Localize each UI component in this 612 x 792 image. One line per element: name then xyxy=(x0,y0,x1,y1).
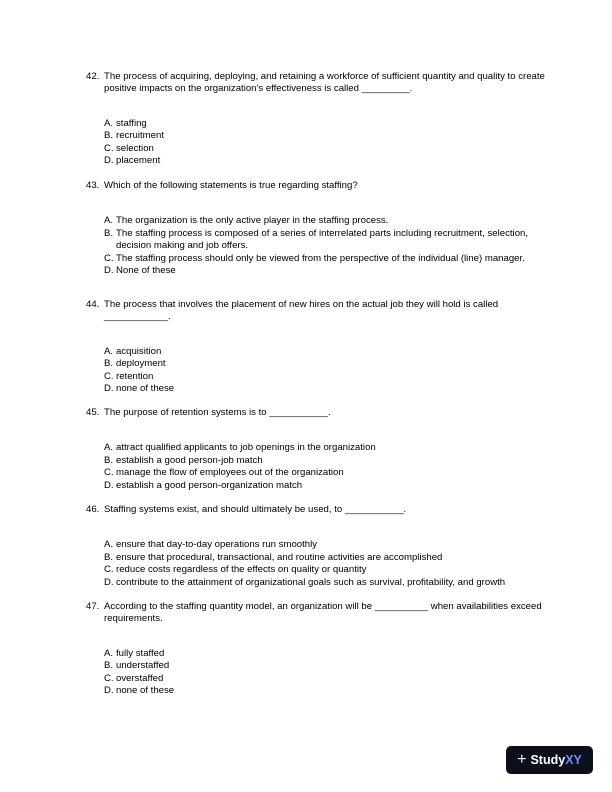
option-text: understaffed xyxy=(116,660,170,672)
option xyxy=(104,577,546,589)
question-number: 42. xyxy=(86,71,100,82)
option-letter: D. xyxy=(104,685,114,697)
option-letter: D. xyxy=(104,155,114,167)
options xyxy=(104,648,546,698)
option-text: The staffing process is composed of a series of interrelated parts including recruitment, selection, decision making and job offers. xyxy=(116,227,529,252)
option xyxy=(104,155,546,167)
option-letter: A. xyxy=(104,345,114,357)
option xyxy=(104,383,546,395)
option xyxy=(104,143,546,155)
options xyxy=(104,215,546,277)
option-letter: A. xyxy=(104,442,114,454)
question-text: The process that involves the placement of new hires on the actual job they will hold is called ____________. xyxy=(104,299,499,323)
option xyxy=(104,265,546,277)
option-text: None of these xyxy=(116,265,176,277)
option-letter: C. xyxy=(104,142,114,154)
option-letter: B. xyxy=(104,130,114,142)
option-text: The organization is the only active player in the staffing process. xyxy=(116,215,389,227)
option-text: manage the flow of employees out of the organization xyxy=(116,467,344,479)
question-43 xyxy=(86,180,546,277)
option-text: acquisition xyxy=(116,345,162,357)
option xyxy=(104,552,546,564)
option xyxy=(104,228,546,253)
option-letter: B. xyxy=(104,660,114,672)
question-number: 46. xyxy=(86,504,100,515)
question-number: 45. xyxy=(86,407,100,418)
option-letter: B. xyxy=(104,358,114,370)
question-number: 47. xyxy=(86,601,100,612)
option-text: ensure that day-to-day operations run smoothly xyxy=(116,539,318,551)
option xyxy=(104,371,546,383)
option-text: none of these xyxy=(116,383,175,395)
option-letter: B. xyxy=(104,551,114,563)
option-letter: A. xyxy=(104,215,114,227)
option-letter: D. xyxy=(104,479,114,491)
option-letter: B. xyxy=(104,454,114,466)
question-47 xyxy=(86,601,546,697)
option-text: placement xyxy=(116,155,161,167)
option xyxy=(104,480,546,492)
options xyxy=(104,442,546,492)
option-text: contribute to the attainment of organizational goals such as survival, profitability, and growth xyxy=(116,576,506,588)
question-text: Staffing systems exist, and should ultimately be used, to ___________. xyxy=(104,504,407,515)
question-45 xyxy=(86,407,546,492)
question-46 xyxy=(86,504,546,589)
option xyxy=(104,467,546,479)
option-text: ensure that procedural, transactional, and routine activities are accomplished xyxy=(116,551,443,563)
option-letter: B. xyxy=(104,227,114,239)
question-text: The purpose of retention systems is to ___________. xyxy=(104,407,331,418)
option xyxy=(104,660,546,672)
option-text: fully staffed xyxy=(116,647,165,659)
option xyxy=(104,685,546,697)
option xyxy=(104,215,546,227)
option xyxy=(104,118,546,130)
option-letter: A. xyxy=(104,117,114,129)
studyxy-logo[interactable] xyxy=(506,746,593,774)
option xyxy=(104,539,546,551)
option-text: establish a good person-job match xyxy=(116,454,263,466)
brand-name: StudyXY xyxy=(530,752,582,767)
question-text: Which of the following statements is true regarding staffing? xyxy=(104,180,358,191)
option-letter: A. xyxy=(104,539,114,551)
question-44 xyxy=(86,299,546,395)
option-letter: A. xyxy=(104,647,114,659)
option-text: attract qualified applicants to job openings in the organization xyxy=(116,442,376,454)
options xyxy=(104,118,546,168)
question-text: The process of acquiring, deploying, and retaining a workforce of sufficient quantity and quality to create positive impacts on the organization's effectiveness is called _________. xyxy=(104,71,545,95)
option-letter: C. xyxy=(104,252,114,264)
plus-icon: + xyxy=(517,751,527,768)
option-text: none of these xyxy=(116,685,175,697)
option xyxy=(104,358,546,370)
option-text: recruitment xyxy=(116,130,164,142)
option-letter: D. xyxy=(104,383,114,395)
option-text: staffing xyxy=(116,117,147,129)
question-42 xyxy=(86,71,546,167)
option-text: overstaffed xyxy=(116,672,164,684)
option-letter: D. xyxy=(104,265,114,277)
option xyxy=(104,253,546,265)
options xyxy=(104,539,546,589)
option-text: The staffing process should only be viewed from the perspective of the individual (line) manager. xyxy=(116,252,525,264)
question-number: 44. xyxy=(86,299,100,310)
question-text: According to the staffing quantity model, an organization will be __________ when availabilities exceed requirements. xyxy=(104,601,542,625)
option xyxy=(104,442,546,454)
option-letter: C. xyxy=(104,370,114,382)
option-text: reduce costs regardless of the effects on quality or quantity xyxy=(116,564,367,576)
option-letter: C. xyxy=(104,467,114,479)
option xyxy=(104,455,546,467)
option xyxy=(104,130,546,142)
option xyxy=(104,564,546,576)
option-letter: C. xyxy=(104,564,114,576)
option-letter: D. xyxy=(104,576,114,588)
option-text: retention xyxy=(116,370,154,382)
option-text: deployment xyxy=(116,358,166,370)
option-text: establish a good person-organization match xyxy=(116,479,303,491)
option xyxy=(104,673,546,685)
question-number: 43. xyxy=(86,180,100,191)
option-letter: C. xyxy=(104,672,114,684)
option-text: selection xyxy=(116,142,154,154)
option xyxy=(104,648,546,660)
option xyxy=(104,346,546,358)
options xyxy=(104,346,546,396)
